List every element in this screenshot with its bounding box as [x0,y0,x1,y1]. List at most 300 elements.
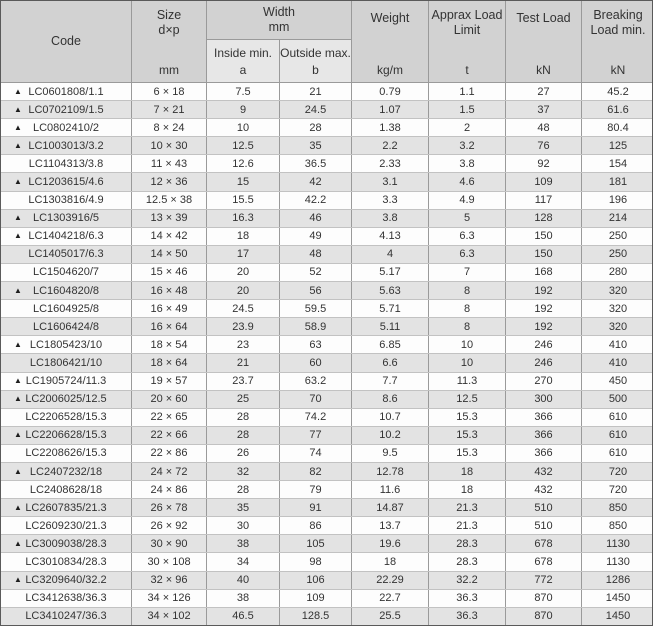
breaking-load-cell: 410 [581,354,653,371]
table-row [1,408,652,426]
row-marker-triangle-icon: ▲ [14,502,22,512]
inside-width-cell: 23 [206,336,279,353]
row-code: LC2006025/12.5 [25,393,107,406]
load-limit-cell: 21.3 [428,517,505,534]
test-load-cell: 870 [505,608,581,625]
weight-cell: 18 [351,553,428,570]
inside-width-cell: 18 [206,228,279,245]
row-marker-triangle-icon: ▲ [14,466,22,476]
weight-cell: 3.1 [351,173,428,190]
outside-width-cell: 28 [279,119,351,136]
weight-cell: 22.7 [351,590,428,607]
header-test-load [505,1,581,82]
header-size-sub: d×p [158,23,180,38]
test-load-cell: 150 [505,246,581,263]
weight-cell: 11.6 [351,481,428,498]
row-code: LC1604925/8 [32,302,100,315]
row-code: LC2206528/15.3 [25,411,107,424]
breaking-load-cell: 61.6 [581,101,653,118]
size-cell: 6 × 18 [131,83,206,100]
inside-width-cell: 10 [206,119,279,136]
outside-width-cell: 98 [279,553,351,570]
table-row [1,299,652,317]
row-marker-triangle-icon: ▲ [14,213,22,223]
table-row [1,589,652,607]
size-cell: 12.5 × 38 [131,192,206,209]
outside-width-cell: 42 [279,173,351,190]
outside-width-cell: 24.5 [279,101,351,118]
row-marker-triangle-icon: ▲ [14,339,22,349]
test-load-cell: 92 [505,155,581,172]
table-row [1,317,652,335]
breaking-load-cell: 125 [581,137,653,154]
table-row [1,516,652,534]
test-load-cell: 192 [505,282,581,299]
test-load-cell: 300 [505,391,581,408]
inside-width-cell: 20 [206,282,279,299]
outside-width-cell: 58.9 [279,318,351,335]
row-code: LC3412638/36.3 [25,592,107,605]
size-cell: 14 × 50 [131,246,206,263]
table-row [1,172,652,190]
row-code: LC2407232/18 [29,465,103,478]
table-row [1,607,652,625]
breaking-load-cell: 1130 [581,535,653,552]
header-inside-label: Inside min. [213,46,273,60]
code-cell [1,572,131,589]
weight-cell: 13.7 [351,517,428,534]
load-limit-cell: 36.3 [428,590,505,607]
breaking-load-cell: 410 [581,336,653,353]
breaking-load-cell: 181 [581,173,653,190]
outside-width-cell: 35 [279,137,351,154]
load-limit-cell: 28.3 [428,535,505,552]
weight-cell: 25.5 [351,608,428,625]
inside-width-cell: 25 [206,391,279,408]
load-limit-cell: 7 [428,264,505,281]
test-load-cell: 76 [505,137,581,154]
weight-cell: 5.17 [351,264,428,281]
outside-width-cell: 109 [279,590,351,607]
inside-width-cell: 16.3 [206,210,279,227]
test-load-cell: 432 [505,481,581,498]
size-cell: 30 × 90 [131,535,206,552]
code-cell [1,354,131,371]
breaking-load-cell: 196 [581,192,653,209]
weight-cell: 12.78 [351,463,428,480]
inside-width-cell: 46.5 [206,608,279,625]
code-cell [1,391,131,408]
row-marker-triangle-icon: ▲ [14,430,22,440]
code-cell [1,192,131,209]
load-limit-cell: 2 [428,119,505,136]
inside-width-cell: 30 [206,517,279,534]
weight-cell: 5.11 [351,318,428,335]
size-cell: 11 × 43 [131,155,206,172]
row-code: LC2607835/21.3 [25,501,107,514]
test-load-cell: 246 [505,336,581,353]
code-cell [1,373,131,390]
table-row [1,444,652,462]
size-cell: 26 × 78 [131,499,206,516]
breaking-load-cell: 1450 [581,590,653,607]
breaking-load-cell: 80.4 [581,119,653,136]
code-cell [1,535,131,552]
table-row [1,372,652,390]
test-load-cell: 168 [505,264,581,281]
load-limit-cell: 15.3 [428,445,505,462]
weight-cell: 8.6 [351,391,428,408]
test-load-cell: 109 [505,173,581,190]
table-row [1,426,652,444]
code-cell [1,590,131,607]
inside-width-cell: 21 [206,354,279,371]
header-inside-unit: a [239,63,247,77]
table-row [1,209,652,227]
weight-cell: 4.13 [351,228,428,245]
load-limit-cell: 3.2 [428,137,505,154]
inside-width-cell: 17 [206,246,279,263]
load-limit-cell: 3.8 [428,155,505,172]
test-load-cell: 270 [505,373,581,390]
breaking-load-cell: 320 [581,318,653,335]
breaking-load-cell: 45.2 [581,83,653,100]
test-load-cell: 128 [505,210,581,227]
inside-width-cell: 35 [206,499,279,516]
code-cell [1,300,131,317]
table-row [1,552,652,570]
weight-cell: 10.2 [351,427,428,444]
row-code: LC2206628/15.3 [25,429,107,442]
load-limit-cell: 18 [428,463,505,480]
table-row [1,390,652,408]
code-cell [1,119,131,136]
outside-width-cell: 106 [279,572,351,589]
code-cell [1,409,131,426]
code-cell [1,608,131,625]
inside-width-cell: 12.5 [206,137,279,154]
breaking-load-cell: 610 [581,409,653,426]
row-code: LC2208626/15.3 [25,447,107,460]
breaking-load-cell: 720 [581,481,653,498]
header-width-label: Width mm [263,4,295,34]
size-cell: 18 × 54 [131,336,206,353]
outside-width-cell: 63.2 [279,373,351,390]
row-marker-triangle-icon: ▲ [14,575,22,585]
load-limit-cell: 8 [428,282,505,299]
test-load-cell: 150 [505,228,581,245]
size-cell: 8 × 24 [131,119,206,136]
weight-cell: 6.85 [351,336,428,353]
header-breaking-load-label: Breaking Load min. [590,8,646,38]
row-marker-triangle-icon: ▲ [14,376,22,386]
outside-width-cell: 59.5 [279,300,351,317]
inside-width-cell: 20 [206,264,279,281]
header-test-load-label: Test Load [516,11,571,25]
breaking-load-cell: 214 [581,210,653,227]
header-outside-label: Outside max. [280,46,351,60]
row-code: LC1805423/10 [29,338,103,351]
test-load-cell: 366 [505,409,581,426]
size-cell: 22 × 66 [131,427,206,444]
code-cell [1,228,131,245]
test-load-cell: 772 [505,572,581,589]
row-code: LC1905724/11.3 [25,375,107,388]
inside-width-cell: 15 [206,173,279,190]
breaking-load-cell: 450 [581,373,653,390]
load-limit-cell: 8 [428,318,505,335]
row-code: LC0802410/2 [32,121,100,134]
row-code: LC1303816/4.9 [28,194,104,207]
weight-cell: 6.6 [351,354,428,371]
load-limit-cell: 15.3 [428,427,505,444]
table-row [1,227,652,245]
row-marker-triangle-icon: ▲ [14,104,22,114]
inside-width-cell: 24.5 [206,300,279,317]
code-cell [1,336,131,353]
size-cell: 14 × 42 [131,228,206,245]
inside-width-cell: 32 [206,463,279,480]
outside-width-cell: 52 [279,264,351,281]
code-cell [1,463,131,480]
header-width-unit: mm [268,20,290,34]
load-limit-cell: 8 [428,300,505,317]
size-cell: 7 × 21 [131,101,206,118]
outside-width-cell: 91 [279,499,351,516]
breaking-load-cell: 720 [581,463,653,480]
header-size [131,1,206,82]
table-row [1,118,652,136]
row-code: LC1203615/4.6 [28,176,104,189]
size-cell: 12 × 36 [131,173,206,190]
code-cell [1,318,131,335]
size-cell: 30 × 108 [131,553,206,570]
inside-width-cell: 40 [206,572,279,589]
size-cell: 13 × 39 [131,210,206,227]
load-limit-cell: 1.5 [428,101,505,118]
inside-width-cell: 38 [206,535,279,552]
weight-cell: 5.71 [351,300,428,317]
row-code: LC2609230/21.3 [25,519,107,532]
header-outside-unit: b [312,63,319,77]
load-limit-cell: 15.3 [428,409,505,426]
weight-cell: 14.87 [351,499,428,516]
table-row [1,281,652,299]
row-code: LC3009038/28.3 [25,537,107,550]
size-cell: 20 × 60 [131,391,206,408]
table-row [1,136,652,154]
row-code: LC1604820/8 [32,284,100,297]
outside-width-cell: 128.5 [279,608,351,625]
table-row [1,498,652,516]
header-load-limit [428,1,505,82]
load-limit-cell: 5 [428,210,505,227]
outside-width-cell: 49 [279,228,351,245]
code-cell [1,553,131,570]
breaking-load-cell: 250 [581,246,653,263]
test-load-cell: 678 [505,535,581,552]
test-load-cell: 48 [505,119,581,136]
breaking-load-cell: 610 [581,427,653,444]
breaking-load-cell: 320 [581,282,653,299]
size-cell: 26 × 92 [131,517,206,534]
table-row [1,100,652,118]
code-cell [1,499,131,516]
header-inside-width [206,40,279,82]
size-cell: 16 × 64 [131,318,206,335]
code-cell [1,427,131,444]
outside-width-cell: 82 [279,463,351,480]
row-marker-triangle-icon: ▲ [14,122,22,132]
code-cell [1,173,131,190]
row-marker-triangle-icon: ▲ [14,177,22,187]
load-limit-cell: 4.6 [428,173,505,190]
row-code: LC3209640/32.2 [25,574,107,587]
weight-cell: 10.7 [351,409,428,426]
load-limit-cell: 36.3 [428,608,505,625]
weight-cell: 9.5 [351,445,428,462]
inside-width-cell: 26 [206,445,279,462]
size-cell: 15 × 46 [131,264,206,281]
header-weight-label: Weight [370,11,410,25]
size-cell: 16 × 48 [131,282,206,299]
test-load-cell: 366 [505,445,581,462]
header-width-group [206,1,351,40]
code-cell [1,282,131,299]
weight-cell: 3.3 [351,192,428,209]
outside-width-cell: 21 [279,83,351,100]
row-marker-triangle-icon: ▲ [14,285,22,295]
row-marker-triangle-icon: ▲ [14,86,22,96]
table-row [1,263,652,281]
weight-cell: 2.2 [351,137,428,154]
header-weight-unit: kg/m [376,63,403,77]
row-code: LC1806421/10 [29,356,103,369]
size-cell: 10 × 30 [131,137,206,154]
outside-width-cell: 48 [279,246,351,263]
table-row [1,353,652,371]
test-load-cell: 117 [505,192,581,209]
table-body [1,83,652,625]
load-limit-cell: 21.3 [428,499,505,516]
weight-cell: 19.6 [351,535,428,552]
outside-width-cell: 105 [279,535,351,552]
row-code: LC1303916/5 [32,212,100,225]
weight-cell: 22.29 [351,572,428,589]
inside-width-cell: 12.6 [206,155,279,172]
size-cell: 24 × 72 [131,463,206,480]
inside-width-cell: 28 [206,427,279,444]
size-cell: 16 × 49 [131,300,206,317]
outside-width-cell: 86 [279,517,351,534]
weight-cell: 1.07 [351,101,428,118]
outside-width-cell: 36.5 [279,155,351,172]
code-cell [1,445,131,462]
row-code: LC1504620/7 [32,266,100,279]
size-cell: 18 × 64 [131,354,206,371]
breaking-load-cell: 850 [581,517,653,534]
code-cell [1,83,131,100]
outside-width-cell: 77 [279,427,351,444]
size-cell: 32 × 96 [131,572,206,589]
breaking-load-cell: 1450 [581,608,653,625]
weight-cell: 1.38 [351,119,428,136]
breaking-load-cell: 610 [581,445,653,462]
test-load-cell: 192 [505,318,581,335]
row-marker-triangle-icon: ▲ [14,538,22,548]
load-limit-cell: 1.1 [428,83,505,100]
weight-cell: 7.7 [351,373,428,390]
inside-width-cell: 15.5 [206,192,279,209]
load-limit-cell: 10 [428,354,505,371]
inside-width-cell: 38 [206,590,279,607]
table-row [1,534,652,552]
row-code: LC3010834/28.3 [25,555,107,568]
weight-cell: 3.8 [351,210,428,227]
table-row [1,335,652,353]
row-code: LC1104313/3.8 [28,157,104,170]
table-row [1,83,652,100]
inside-width-cell: 28 [206,409,279,426]
outside-width-cell: 79 [279,481,351,498]
inside-width-cell: 34 [206,553,279,570]
header-load-limit-label: Apprax Load Limit [431,8,503,38]
table-row [1,462,652,480]
code-cell [1,246,131,263]
header-code [1,1,131,82]
load-limit-cell: 6.3 [428,228,505,245]
size-cell: 22 × 65 [131,409,206,426]
table-row [1,480,652,498]
load-limit-cell: 18 [428,481,505,498]
row-code: LC3410247/36.3 [25,610,107,623]
outside-width-cell: 42.2 [279,192,351,209]
inside-width-cell: 23.7 [206,373,279,390]
breaking-load-cell: 1130 [581,553,653,570]
outside-width-cell: 63 [279,336,351,353]
outside-width-cell: 74 [279,445,351,462]
row-code: LC1405017/6.3 [28,248,104,261]
load-limit-cell: 28.3 [428,553,505,570]
load-limit-cell: 11.3 [428,373,505,390]
breaking-load-cell: 250 [581,228,653,245]
table-row [1,571,652,589]
size-cell: 34 × 126 [131,590,206,607]
row-code: LC1003013/3.2 [28,139,104,152]
outside-width-cell: 74.2 [279,409,351,426]
header-test-load-unit: kN [536,63,551,77]
header-load-limit-unit: t [465,63,469,77]
code-cell [1,517,131,534]
header-breaking-load-unit: kN [610,63,626,77]
outside-width-cell: 46 [279,210,351,227]
header-code-label: Code [51,33,81,48]
header-size-label: Size d×p [156,8,182,38]
outside-width-cell: 60 [279,354,351,371]
load-limit-cell: 10 [428,336,505,353]
header-size-unit: mm [159,63,179,77]
size-cell: 24 × 86 [131,481,206,498]
inside-width-cell: 9 [206,101,279,118]
code-cell [1,155,131,172]
load-limit-cell: 4.9 [428,192,505,209]
table-row [1,154,652,172]
test-load-cell: 27 [505,83,581,100]
weight-cell: 5.63 [351,282,428,299]
test-load-cell: 37 [505,101,581,118]
table-header [1,1,652,83]
table-row [1,245,652,263]
